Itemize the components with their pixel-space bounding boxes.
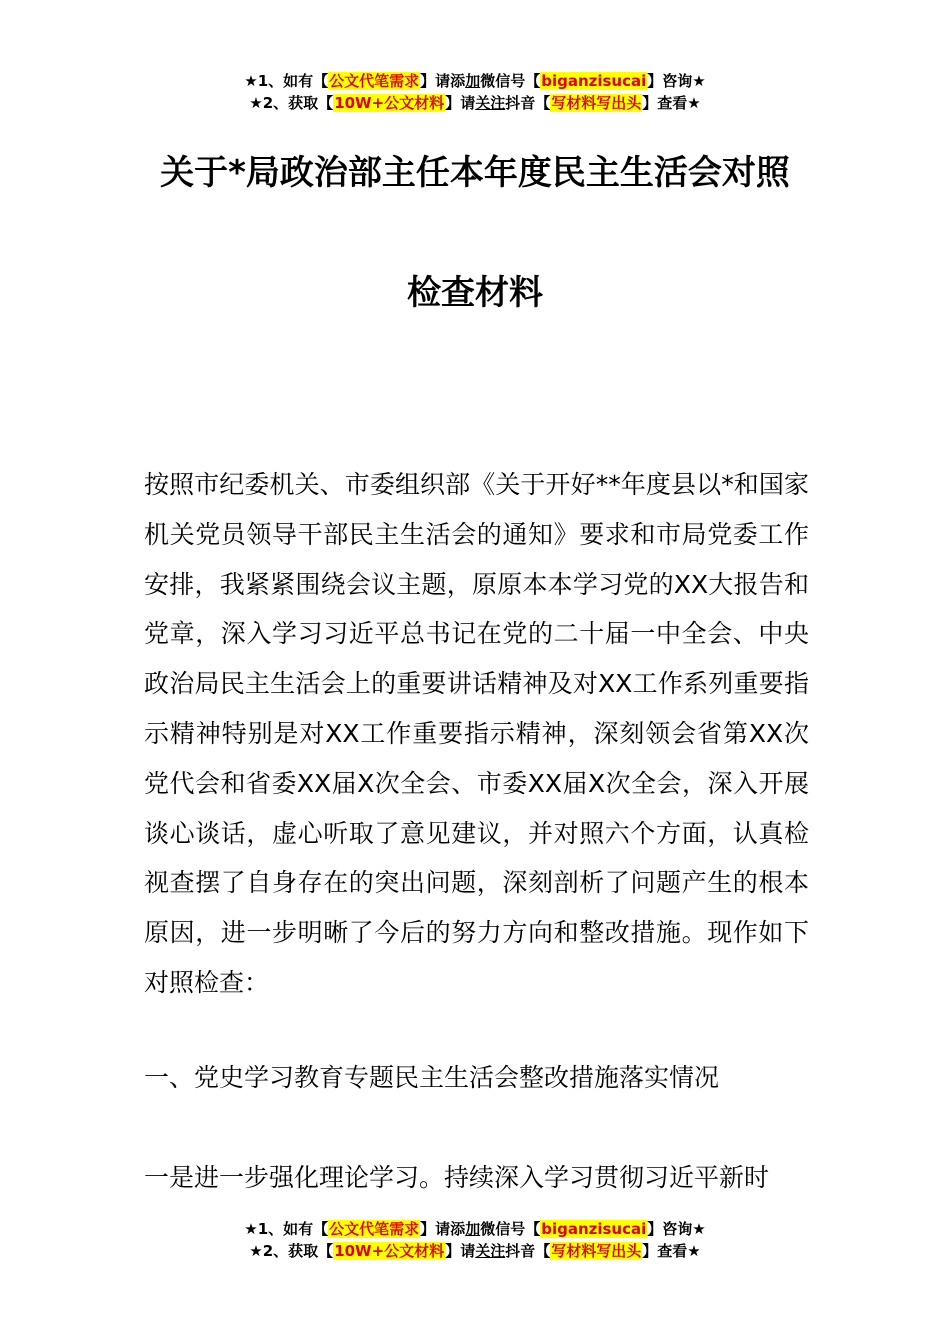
promo-text: ★1、如有【	[244, 1220, 329, 1238]
wechat-id-highlight: biganzisucai	[541, 1220, 647, 1238]
promo-emphasis: 加	[465, 72, 481, 90]
promo-banner-top	[0, 70, 950, 114]
promo-highlight: 公文代笔需求	[329, 72, 420, 90]
promo-text: 抖音【	[505, 94, 551, 112]
promo-text: 】查看★	[642, 94, 701, 112]
promo-text: ★1、如有【	[244, 72, 329, 90]
promo-text: 抖音【	[505, 1242, 551, 1260]
promo-highlight: 10W+公文材料	[334, 94, 445, 112]
promo-text: 】请添	[420, 72, 466, 90]
promo-text: ★2、获取【	[249, 94, 334, 112]
document-title-line-1: 关于*局政治部主任本年度民主生活会对照	[160, 153, 790, 193]
promo-line-2	[0, 1240, 950, 1262]
promo-text: ★2、获取【	[249, 1242, 334, 1260]
promo-emphasis: 关注	[475, 94, 506, 112]
promo-text: 】查看★	[642, 1242, 701, 1260]
promo-text: 】请	[445, 94, 476, 112]
promo-emphasis: 关注	[475, 1242, 506, 1260]
promo-highlight: 公文代笔需求	[329, 1220, 420, 1238]
intro-paragraph: 按照市纪委机关、市委组织部《关于开好**年度县以*和国家机关党员领导干部民主生活会的通知》要求和市局党委工作安排，我紧紧围绕会议主题，原原本本学习党的XX大报告和党章，深入学习习近平总书记在党的二十届一中全会、中央政治局民主生活会上的重要讲话精神及对XX工作系列重要指示精神特别是对XX工作重要指示精神，深刻领会省第XX次党代会和省委XX届X次全会、市委XX届X次全会，深入开展谈心谈话，虚心听取了意见建议，并对照六个方面，认真检视查摆了自身存在的突出问题，深刻剖析了问题产生的根本原因，进一步明晰了今后的努力方向和整改措施。现作如下对照检查：	[144, 470, 809, 997]
promo-line-2	[0, 92, 950, 114]
document-title-line-2: 检查材料	[407, 273, 543, 313]
promo-text: 】请添	[420, 1220, 466, 1238]
section-paragraph-start: 一是进一步强化理论学习。持续深入学习贯彻习近平新时	[144, 1163, 770, 1192]
promo-text: 】咨询★	[647, 72, 706, 90]
promo-text: 微信号【	[480, 72, 541, 90]
promo-banner-bottom	[0, 1218, 950, 1262]
section-heading: 一、党史学习教育专题民主生活会整改措施落实情况	[144, 1063, 720, 1092]
wechat-id-highlight: biganzisucai	[541, 72, 647, 90]
promo-highlight: 10W+公文材料	[334, 1242, 445, 1260]
douyin-name-highlight: 写材料写出头	[551, 94, 642, 112]
douyin-name-highlight: 写材料写出头	[551, 1242, 642, 1260]
promo-line-1	[0, 1218, 950, 1240]
promo-line-1	[0, 70, 950, 92]
promo-text: 】请	[445, 1242, 476, 1260]
promo-text: 微信号【	[480, 1220, 541, 1238]
promo-emphasis: 加	[465, 1220, 481, 1238]
promo-text: 】咨询★	[647, 1220, 706, 1238]
